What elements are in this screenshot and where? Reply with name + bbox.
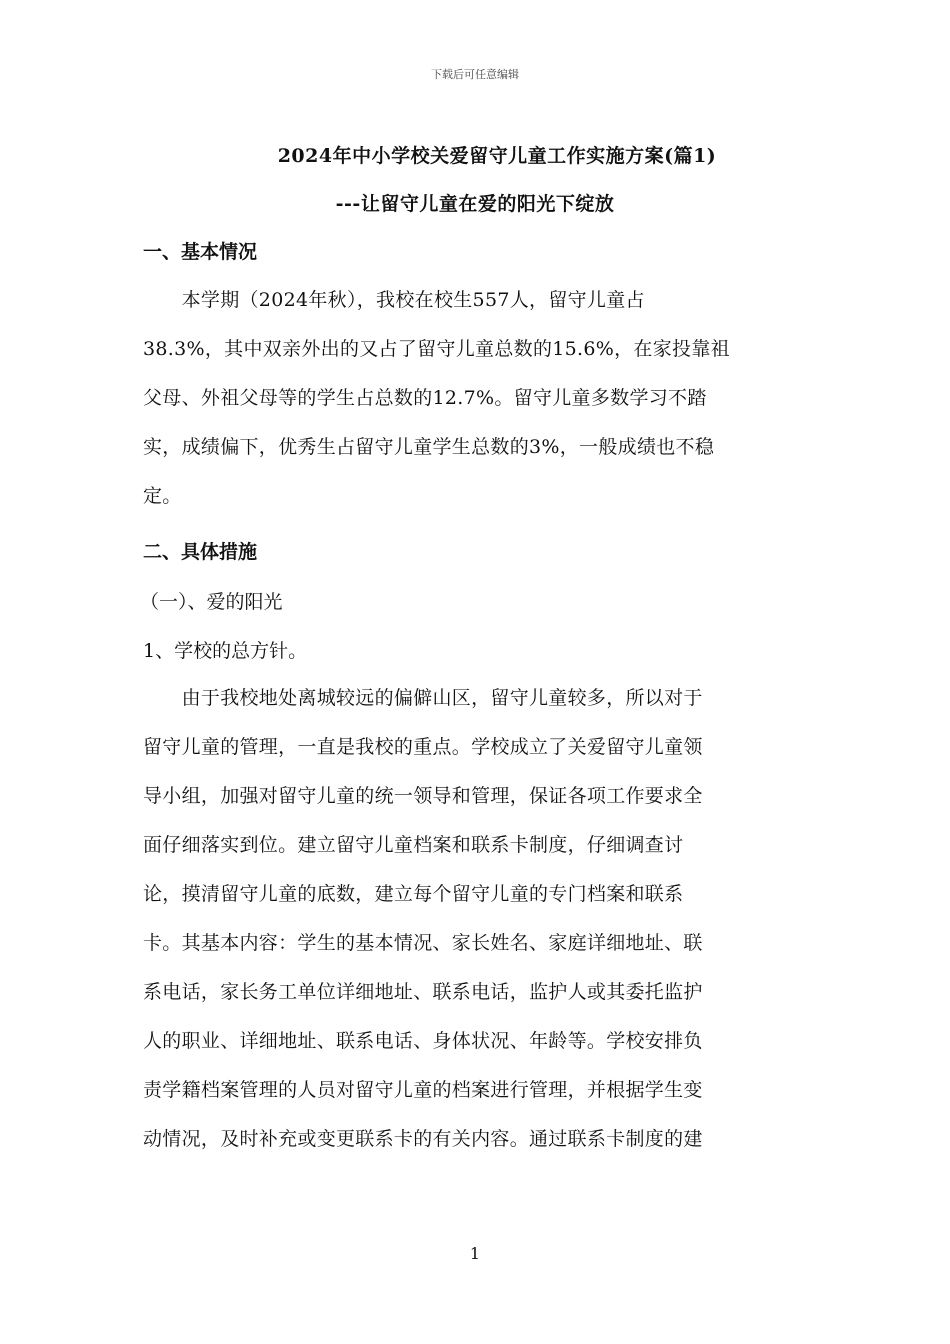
paragraph-line: 实，成绩偏下，优秀生占留守儿童学生总数的3%，一般成绩也不稳: [143, 436, 715, 458]
paragraph-line: 留守儿童的管理，一直是我校的重点。学校成立了关爱留守儿童领: [143, 736, 703, 758]
page-number: 1: [469, 1244, 481, 1263]
section-heading-measures: 二、具体措施: [143, 541, 258, 563]
document-subtitle: ---让留守儿童在爱的阳光下绽放: [335, 193, 615, 215]
paragraph-line: 本学期（2024年秋），我校在校生557人，留守儿童占: [143, 289, 645, 311]
paragraph-line: 38.3%，其中双亲外出的又占了留守儿童总数的15.6%，在家投靠祖: [143, 338, 730, 360]
paragraph-line: 责学籍档案管理的人员对留守儿童的档案进行管理，并根据学生变: [143, 1079, 703, 1101]
paragraph-line: 动情况，及时补充或变更联系卡的有关内容。通过联系卡制度的建: [143, 1128, 703, 1150]
paragraph-line: 定。: [143, 485, 182, 507]
section-heading-basic-situation: 一、基本情况: [143, 241, 258, 263]
paragraph-line: 系电话，家长务工单位详细地址、联系电话，监护人或其委托监护: [143, 981, 703, 1003]
paragraph-line: 面仔细落实到位。建立留守儿童档案和联系卡制度，仔细调查讨: [143, 834, 684, 856]
paragraph-line: 论，摸清留守儿童的底数，建立每个留守儿童的专门档案和联系: [143, 883, 684, 905]
paragraph-line: 卡。其基本内容：学生的基本情况、家长姓名、家庭详细地址、联: [143, 932, 703, 954]
paragraph-line: 父母、外祖父母等的学生占总数的12.7%。留守儿童多数学习不踏: [143, 387, 707, 409]
section2-paragraph: [143, 674, 803, 1164]
subsection-heading: （一）、爱的阳光: [140, 591, 283, 613]
paragraph-line: 人的职业、详细地址、联系电话、身体状况、年龄等。学校安排负: [143, 1030, 703, 1052]
paragraph-line: 由于我校地处离城较远的偏僻山区，留守儿童较多，所以对于: [143, 687, 703, 709]
header-note: 下载后可任意编辑: [431, 68, 519, 81]
paragraph-line: 导小组，加强对留守儿童的统一领导和管理，保证各项工作要求全: [143, 785, 703, 807]
section1-paragraph: [143, 276, 803, 521]
document-title: 2024年中小学校关爱留守儿童工作实施方案(篇1): [277, 145, 717, 167]
item-heading: 1、学校的总方针。: [143, 640, 308, 662]
